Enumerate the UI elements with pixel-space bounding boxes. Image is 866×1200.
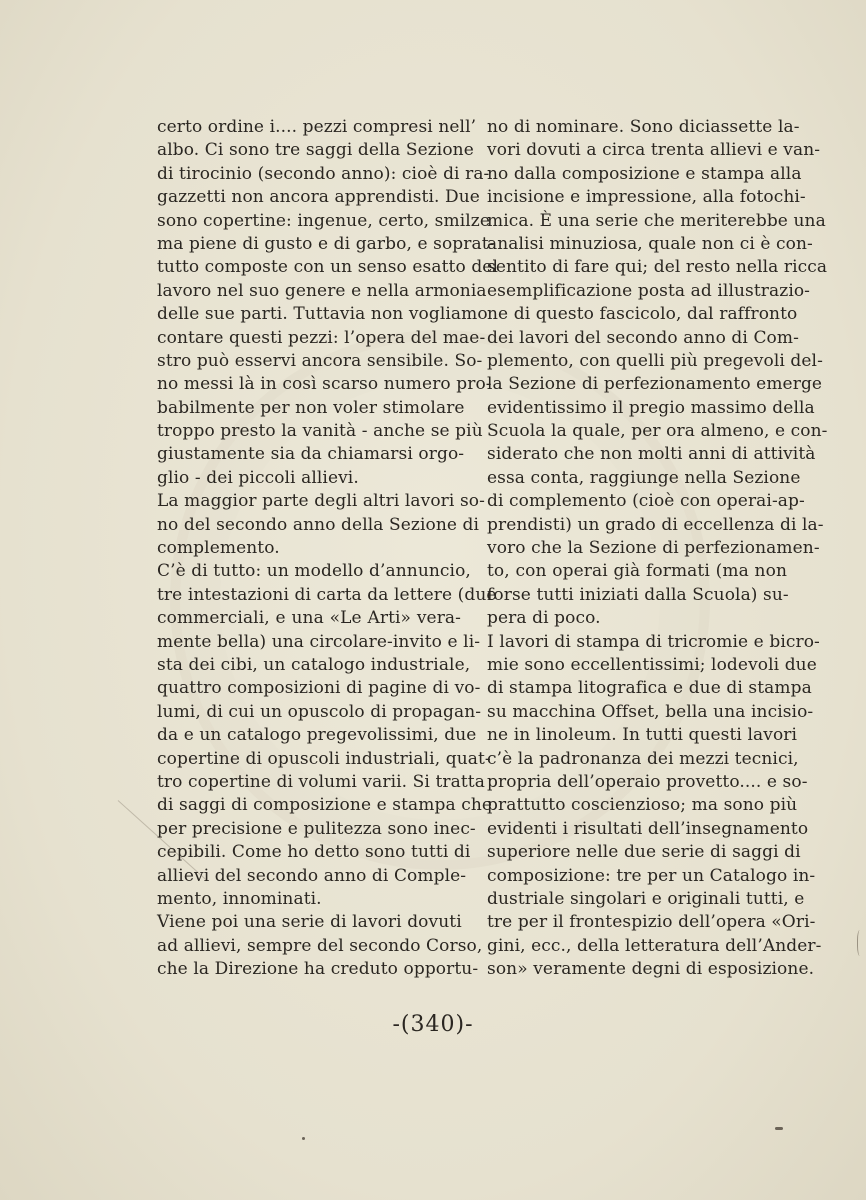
text-line: che la Direzione ha creduto opportu-	[157, 959, 479, 980]
text-line: glio - dei piccoli allievi.	[157, 467, 359, 488]
text-line: prattutto coscienzioso; ma sono più	[487, 795, 798, 816]
text-line: to, con operai già formati (ma non	[487, 561, 787, 582]
text-line: sono copertine: ingenue, certo, smilze	[157, 210, 490, 231]
text-line: mento, innominati.	[157, 888, 322, 909]
text-line: contare questi pezzi: l’opera del mae-	[157, 327, 486, 348]
text-line: ne in linoleum. In tutti questi lavori	[487, 725, 798, 746]
text-line: essa conta, raggiunge nella Sezione	[487, 467, 801, 488]
text-line: Scuola la quale, per ora almeno, e con-	[487, 421, 828, 442]
text-line: composizione: tre per un Catalogo in-	[487, 865, 816, 886]
text-line: plemento, con quelli più pregevoli del-	[487, 350, 823, 371]
text-line: no messi là in così scarso numero pro-	[157, 374, 492, 395]
text-line: cepibili. Come ho detto sono tutti di	[157, 842, 471, 863]
text-line: tutto composte con un senso esatto del	[157, 257, 499, 278]
text-line: incisione e impressione, alla fotochi-	[487, 187, 806, 208]
text-line: tre per il frontespizio dell’opera «Ori-	[487, 912, 816, 933]
text-line: evidentissimo il pregio massimo della	[487, 397, 815, 418]
text-line: di stampa litografica e due di stampa	[487, 678, 812, 699]
text-line: da e un catalogo pregevolissimi, due	[157, 725, 477, 746]
text-line: lavoro nel suo genere e nella armonia	[157, 280, 487, 301]
text-line: troppo presto la vanità - anche se più	[157, 421, 483, 442]
text-line: esemplificazione posta ad illustrazio-	[487, 280, 811, 301]
text-line: ad allievi, sempre del secondo Corso,	[157, 935, 483, 956]
text-line: albo. Ci sono tre saggi della Sezione	[157, 140, 474, 161]
text-line: C’è di tutto: un modello d’annuncio,	[157, 561, 471, 582]
page-number: -(340)-	[392, 1012, 474, 1037]
text-line: ma piene di gusto e di garbo, e soprat-	[157, 233, 495, 254]
text-line: sentito di fare qui; del resto nella ricca	[487, 257, 828, 278]
text-line: commerciali, e una «Le Arti» vera-	[157, 608, 461, 629]
text-line: di tirocinio (secondo anno): cioè di ra-	[157, 163, 490, 184]
text-line: dei lavori del secondo anno di Com-	[487, 327, 799, 348]
text-line: stro può esservi ancora sensibile. So-	[157, 350, 483, 371]
text-line: complemento.	[157, 538, 280, 559]
text-line: evidenti i risultati dell’insegnamento	[487, 818, 809, 839]
text-line: siderato che non molti anni di attività	[487, 444, 816, 465]
text-line: lumi, di cui un opuscolo di propagan-	[157, 701, 482, 722]
text-line: tro copertine di volumi varii. Si tratta	[157, 771, 485, 792]
text-line: certo ordine i.... pezzi compresi nell’	[157, 117, 477, 137]
text-line: tre intestazioni di carta da lettere (due	[157, 584, 497, 605]
text-line: analisi minuziosa, quale non ci è con-	[487, 233, 813, 254]
text-line: mie sono eccellentissimi; lodevoli due	[487, 654, 817, 675]
page-edge-mark	[857, 930, 864, 956]
text-line: no di nominare. Sono diciassette la-	[487, 117, 800, 137]
text-line: babilmente per non voler stimolare	[157, 397, 465, 418]
text-line: Viene poi una serie di lavori dovuti	[157, 912, 462, 933]
text-line: dustriale singolari e originali tutti, e	[487, 888, 805, 909]
text-line: prendisti) un grado di eccellenza di la-	[487, 514, 824, 535]
text-line: di complemento (cioè con operai-ap-	[487, 491, 805, 512]
text-line: voro che la Sezione di perfezionamen-	[487, 538, 820, 559]
text-line: sta dei cibi, un catalogo industriale,	[157, 654, 471, 675]
text-line: I lavori di stampa di tricromie e bicro-	[487, 631, 820, 652]
text-line: su macchina Offset, bella una incisio-	[487, 701, 814, 722]
text-line: superiore nelle due serie di saggi di	[487, 842, 801, 863]
text-line: no del secondo anno della Sezione di	[157, 514, 480, 535]
text-line: ne di questo fascicolo, dal raffronto	[487, 304, 798, 325]
text-line: mente bella) una circolare-invito e li-	[157, 631, 481, 652]
text-line: gazzetti non ancora apprendisti. Due	[157, 187, 480, 208]
text-line: giustamente sia da chiamarsi orgo-	[157, 444, 465, 465]
text-line: di saggi di composizione e stampa che	[157, 795, 493, 816]
text-line: propria dell’operaio provetto.... e so-	[487, 771, 808, 792]
text-line: La maggior parte degli altri lavori so-	[157, 491, 485, 512]
text-line: c’è la padronanza dei mezzi tecnici,	[487, 748, 799, 769]
text-line: la Sezione di perfezionamento emerge	[487, 374, 823, 395]
ink-speck	[302, 1137, 305, 1140]
right-text-column	[487, 116, 828, 981]
text-line: forse tutti iniziati dalla Scuola) su-	[487, 584, 789, 605]
text-line: quattro composizioni di pagine di vo-	[157, 678, 481, 699]
left-text-column	[157, 116, 499, 981]
text-line: no dalla composizione e stampa alla	[487, 163, 802, 184]
text-line: copertine di opuscoli industriali, quat-	[157, 748, 491, 769]
text-line: delle sue parti. Tuttavia non vogliamo	[157, 304, 488, 325]
text-line: gini, ecc., della letteratura dell’Ander-	[487, 935, 822, 956]
text-line: son» veramente degni di esposizione.	[487, 959, 815, 980]
text-line: pera di poco.	[487, 608, 601, 629]
text-line: per precisione e pulitezza sono inec-	[157, 818, 476, 839]
text-line: mica. È una serie che meriterebbe una	[487, 210, 826, 231]
text-line: allievi del secondo anno di Comple-	[157, 865, 467, 886]
text-line: vori dovuti a circa trenta allievi e van-	[487, 140, 821, 161]
ink-speck	[775, 1127, 783, 1130]
